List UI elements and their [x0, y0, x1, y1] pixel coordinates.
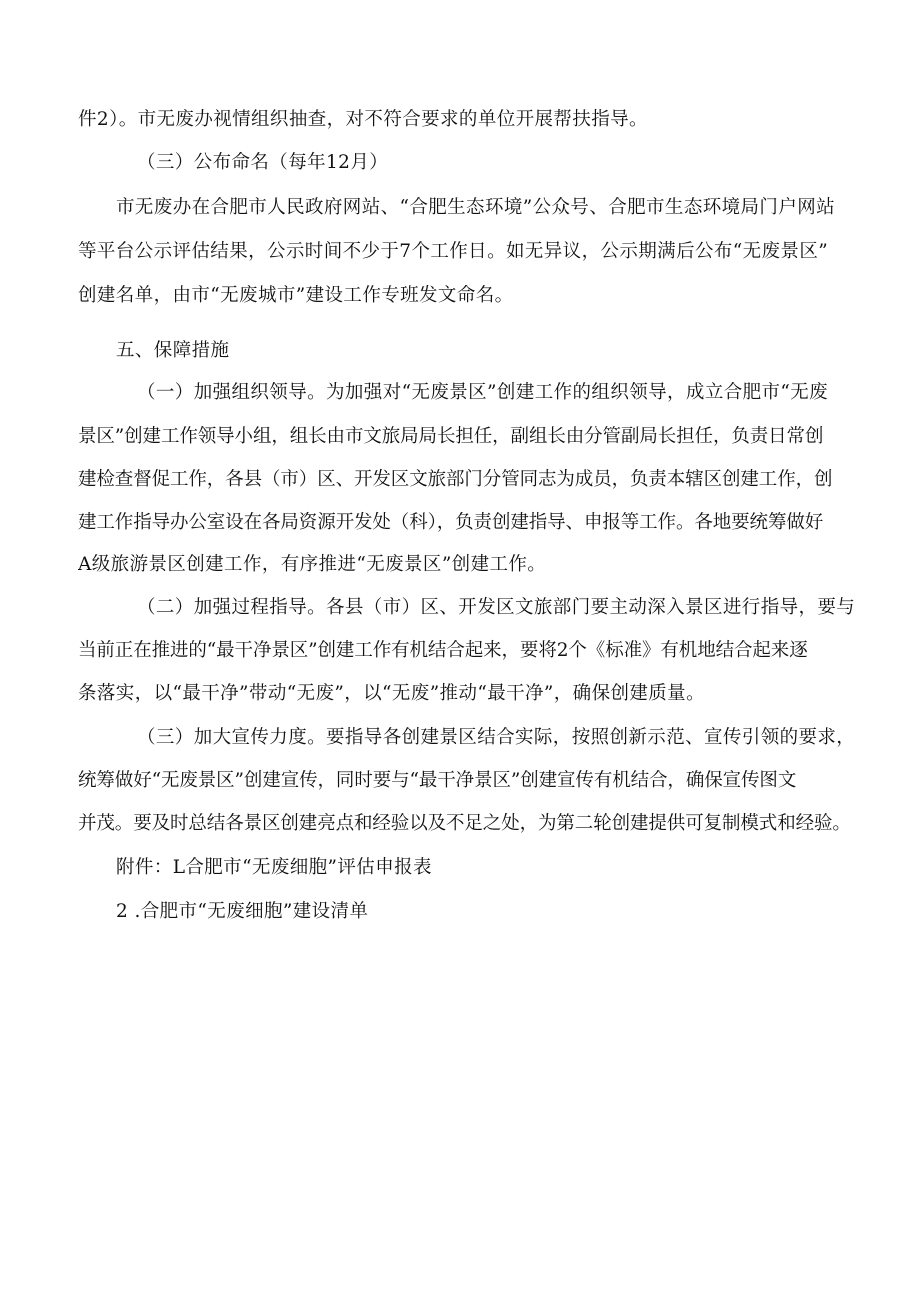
paragraph-line: 并茂。要及时总结各景区创建亮点和经验以及不足之处，为第二轮创建提供可复制模式和经验。: [78, 813, 851, 834]
paragraph-line: 统筹做好“无废景区”创建宣传，同时要与“最干净景区”创建宣传有机结合，确保宣传图文: [78, 770, 797, 791]
attachment-line: 附件：L合肥市“无废细胞”评估申报表: [116, 857, 432, 878]
paragraph-line: 建工作指导办公室设在各局资源开发处（科），负责创建指导、申报等工作。各地要统筹做好: [78, 512, 824, 533]
chapter-heading: 五、保障措施: [116, 340, 230, 361]
paragraph-line: 当前正在推进的“最干净景区”创建工作有机结合起来，要将2个《标准》有机地结合起来逐: [78, 640, 808, 661]
paragraph-line: （二）加强过程指导。各县（市）区、开发区文旅部门要主动深入景区进行指导，要与: [137, 597, 856, 618]
paragraph-line: 等平台公示评估结果，公示时间不少于7个工作日。如无异议，公示期满后公布“无废景区”: [78, 241, 829, 262]
paragraph-line: 创建名单，由市“无废城市”建设工作专班发文命名。: [78, 285, 514, 306]
paragraph-line: A级旅游景区创建工作，有序推进“无废景区”创建工作。: [78, 554, 547, 575]
section-heading: （三）公布命名（每年12月）: [137, 152, 389, 173]
attachment-line: 2 .合肥市“无废细胞”建设清单: [116, 901, 369, 922]
paragraph-line: 景区”创建工作领导小组，组长由市文旅局局长担任，副组长由分管副局长担任，负责日常创: [78, 426, 824, 447]
paragraph-line: 建检查督促工作，各县（市）区、开发区文旅部门分管同志为成员，负责本辖区创建工作，创: [78, 469, 833, 490]
paragraph-line: 条落实，以“最干净”带动“无废”，以“无废”推动“最干净”，确保创建质量。: [78, 683, 705, 704]
paragraph-line: 件2）。市无废办视情组织抽查，对不符合要求的单位开展帮扶指导。: [78, 109, 648, 130]
paragraph-line: （一）加强组织领导。为加强对“无废景区”创建工作的组织领导，成立合肥市“无废: [137, 382, 829, 403]
paragraph-line: （三）加大宣传力度。要指导各创建景区结合实际，按照创新示范、宣传引领的要求，: [137, 727, 856, 748]
paragraph-line: 市无废办在合肥市人民政府网站、“合肥生态环境”公众号、合肥市生态环境局门户网站: [116, 197, 836, 218]
